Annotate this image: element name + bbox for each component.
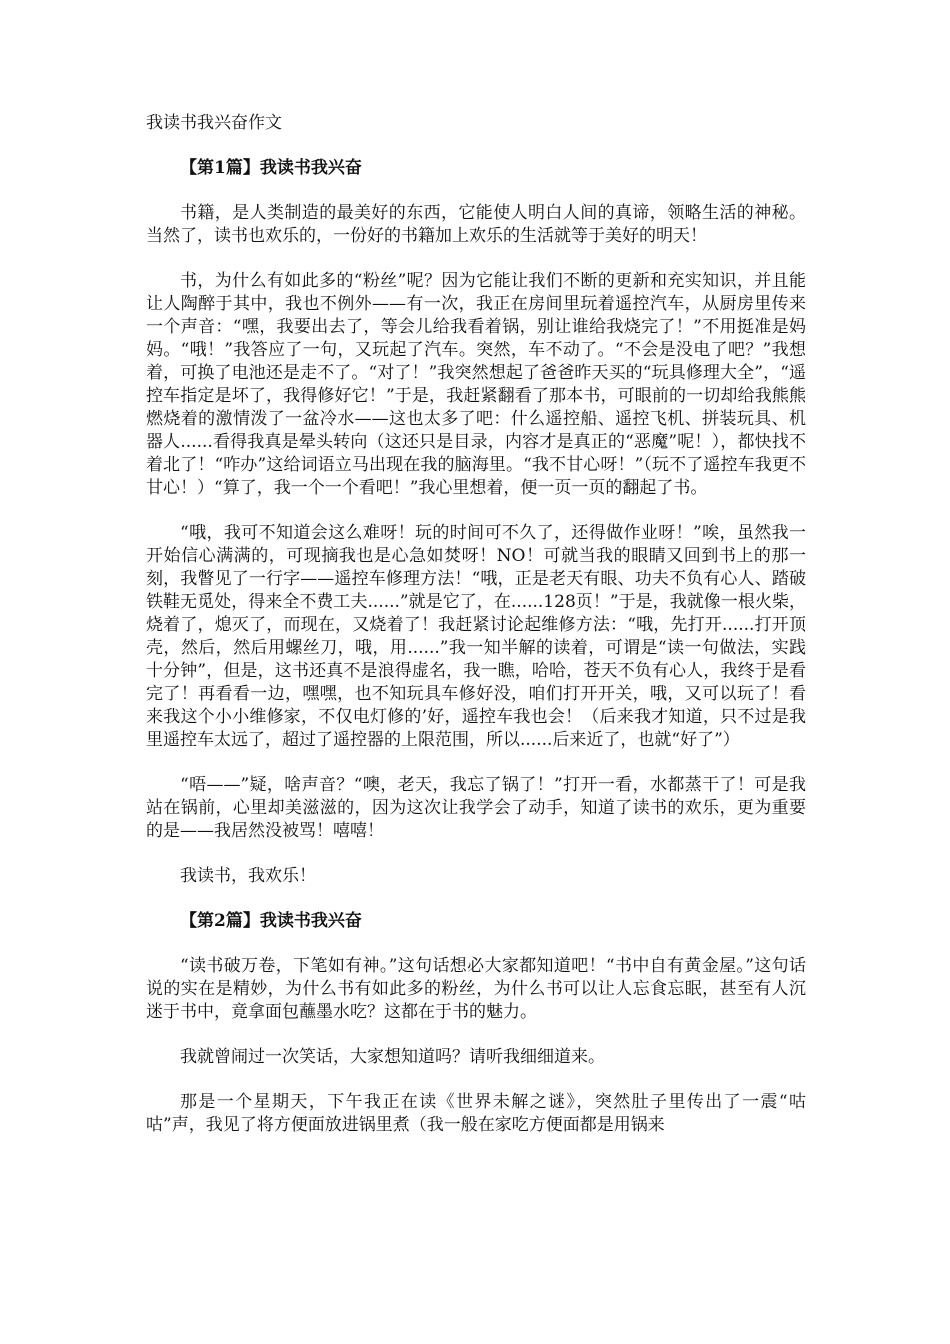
document-page bbox=[146, 112, 806, 1159]
section-heading: 【第1篇】我读书我兴奋 bbox=[180, 158, 362, 178]
paragraph: “哦，我可不知道会这么难呀！玩的时间可不久了，还得做作业呀！”唉，虽然我一开始信心满满的，可现摘我也是心急如焚呀！NO！可就当我的眼睛又回到书上的那一刻，我瞥见了一行字——遥控车修理方法！“哦，正是老天有眼、功夫不负有心人、踏破铁鞋无觅处，得来全不费工夫......”就是它了，在......128页！”于是，我就像一根火柴，烧着了，熄灭了，而现在，又烧着了！我赶紧讨论起维修方法：“哦，先打开......打开顶壳，然后，然后用螺丝刀，哦，用......”我一知半解的读着，可谓是“读一句做法，实践十分钟”，但是，这书还真不是浪得虚名，我一瞧，哈哈，苍天不负有心人，我终于是看完了！再看看一边，嘿嘿，也不知玩具车修好没，咱们打开开关，哦，又可以玩了！看来我这个小小维修家，不仅电灯修的’好，遥控车我也会！（后来我才知道，只不过是我里遥控车太远了，超过了遥控器的上限范围，所以......后来近了，也就“好了”） bbox=[146, 523, 806, 750]
paragraph: 那是一个星期天，下午我正在读《世界未解之谜》，突然肚子里传出了一震“咕咕”声，我见了将方便面放进锅里煮（我一般在家吃方便面都是用锅来 bbox=[146, 1092, 806, 1135]
paragraph: “唔——”疑，啥声音？“噢，老天，我忘了锅了！”打开一看，水都蒸干了！可是我站在锅前，心里却美滋滋的，因为这次让我学会了动手，知道了读书的欢乐，更为重要的是——我居然没被骂！嘻嘻！ bbox=[146, 775, 806, 841]
paragraph: 我就曾闹过一次笑话，大家想知道吗？请听我细细道来。 bbox=[180, 1047, 605, 1067]
document-title: 我读书我兴奋作文 bbox=[146, 113, 282, 133]
paragraph: 书，为什么有如此多的“粉丝”呢？因为它能让我们不断的更新和充实知识，并且能让人陶醉于其中，我也不例外——有一次，我正在房间里玩着遥控汽车，从厨房里传来一个声音：“嘿，我要出去了，等会儿给我看着锅，别让谁给我烧完了！”不用挺准是妈妈。“哦！”我答应了一句，又玩起了汽车。突然，车不动了。“不会是没电了吧？”我想着，可换了电池还是走不了。“对了！”我突然想起了爸爸昨天买的“玩具修理大全”，“遥控车指定是坏了，我得修好它！”于是，我赶紧翻看了那本书，可眼前的一切却给我熊熊燃烧着的激情泼了一盆冷水——这也太多了吧：什么遥控船、遥控飞机、拼装玩具、机器人......看得我真是晕头转向（这还只是目录，内容才是真正的“恶魔”呢！），都快找不着北了！“咋办”这给词语立马出现在我的脑海里。“我不甘心呀！”（玩不了遥控车我更不甘心！）“算了，我一个一个看吧！”我心里想着，便一页一页的翻起了书。 bbox=[146, 271, 806, 498]
section-heading: 【第2篇】我读书我兴奋 bbox=[180, 911, 362, 931]
section-1 bbox=[146, 157, 806, 888]
paragraph: 我读书，我欢乐！ bbox=[180, 866, 316, 886]
section-2 bbox=[146, 910, 806, 1137]
paragraph: “读书破万卷，下笔如有神。”这句话想必大家都知道吧！“书中自有黄金屋。”这句话说的实在是精妙，为什么书有如此多的粉丝，为什么书可以让人忘食忘眠，甚至有人沉迷于书中，竟拿面包蘸墨水吃？这都在于书的魅力。 bbox=[146, 956, 806, 1022]
paragraph: 书籍，是人类制造的最美好的东西，它能使人明白人间的真谛，领略生活的神秘。当然了，读书也欢乐的，一份好的书籍加上欢乐的生活就等于美好的明天！ bbox=[146, 203, 806, 246]
